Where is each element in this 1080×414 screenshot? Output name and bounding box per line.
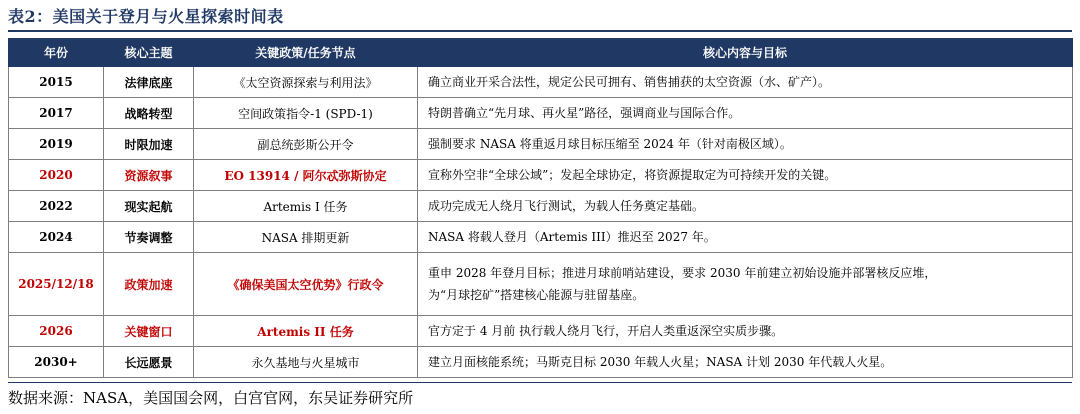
cell-year: 2022: [9, 191, 104, 222]
cell-theme: 法律底座: [104, 67, 194, 98]
table-caption: 表2：美国关于登月与火星探索时间表: [8, 7, 284, 26]
cell-theme: 时限加速: [104, 129, 194, 160]
cell-theme: 长远愿景: [104, 347, 194, 378]
table-row: [9, 67, 1073, 98]
table-header-row: [9, 39, 1073, 67]
cell-policy: 《太空资源探索与利用法》: [194, 67, 418, 98]
cell-policy: 永久基地与火星城市: [194, 347, 418, 378]
cell-policy: 《确保美国太空优势》行政令: [194, 253, 418, 316]
table-row: [9, 347, 1073, 378]
table-row: [9, 222, 1073, 253]
cell-year: 2030+: [9, 347, 104, 378]
cell-content: [418, 253, 1073, 316]
cell-policy: EO 13914 / 阿尔忒弥斯协定: [194, 160, 418, 191]
header-policy: 关键政策/任务节点: [194, 39, 418, 67]
source-rule: [8, 382, 1072, 383]
cell-theme: 资源叙事: [104, 160, 194, 191]
cell-year: 2026: [9, 316, 104, 347]
cell-year: 2017: [9, 98, 104, 129]
timeline-table: [8, 38, 1073, 378]
cell-year: 2020: [9, 160, 104, 191]
header-content: 核心内容与目标: [418, 39, 1073, 67]
cell-content: 确立商业开采合法性，规定公民可拥有、销售捕获的太空资源（水、矿产）。: [418, 67, 1073, 98]
cell-content: NASA 将载人登月（Artemis III）推迟至 2027 年。: [418, 222, 1073, 253]
cell-theme: 政策加速: [104, 253, 194, 316]
source-note: 数据来源：NASA，美国国会网，白宫官网，东吴证券研究所: [8, 389, 414, 407]
table-row: [9, 191, 1073, 222]
cell-content-line: 重申 2028 年登月目标；推进月球前哨站建设，要求 2030 年前建立初始设施并部署核反应堆，: [428, 266, 937, 280]
cell-year: 2015: [9, 67, 104, 98]
cell-year: 2024: [9, 222, 104, 253]
cell-policy: 空间政策指令-1 (SPD-1): [194, 98, 418, 129]
table-row: [9, 129, 1073, 160]
cell-content: 成功完成无人绕月飞行测试，为载人任务奠定基础。: [418, 191, 1073, 222]
cell-policy: Artemis II 任务: [194, 316, 418, 347]
cell-content: 强制要求 NASA 将重返月球目标压缩至 2024 年（针对南极区域）。: [418, 129, 1073, 160]
cell-theme: 现实起航: [104, 191, 194, 222]
cell-year: 2025/12/18: [9, 253, 104, 316]
cell-year: 2019: [9, 129, 104, 160]
cell-policy: NASA 排期更新: [194, 222, 418, 253]
table-row-highlight: [9, 253, 1073, 316]
cell-theme: 战略转型: [104, 98, 194, 129]
table-row: [9, 98, 1073, 129]
cell-content: 官方定于 4 月前 执行载人绕月飞行，开启人类重返深空实质步骤。: [418, 316, 1073, 347]
cell-content: 宣称外空非“全球公域”；发起全球协定，将资源提取定为可持续开发的关键。: [418, 160, 1073, 191]
cell-policy: Artemis I 任务: [194, 191, 418, 222]
cell-content: 建立月面核能系统；马斯克目标 2030 年载人火星；NASA 计划 2030 年代载人火星。: [418, 347, 1073, 378]
header-year: 年份: [9, 39, 104, 67]
cell-theme: 节奏调整: [104, 222, 194, 253]
caption-rule: [8, 30, 1072, 32]
cell-theme: 关键窗口: [104, 316, 194, 347]
cell-content-line: 为“月球挖矿”搭建核心能源与驻留基座。: [428, 288, 645, 302]
table-row-highlight: [9, 160, 1073, 191]
cell-policy: 副总统彭斯公开令: [194, 129, 418, 160]
table-row-highlight: [9, 316, 1073, 347]
header-theme: 核心主题: [104, 39, 194, 67]
cell-content: 特朗普确立“先月球、再火星”路径，强调商业与国际合作。: [418, 98, 1073, 129]
